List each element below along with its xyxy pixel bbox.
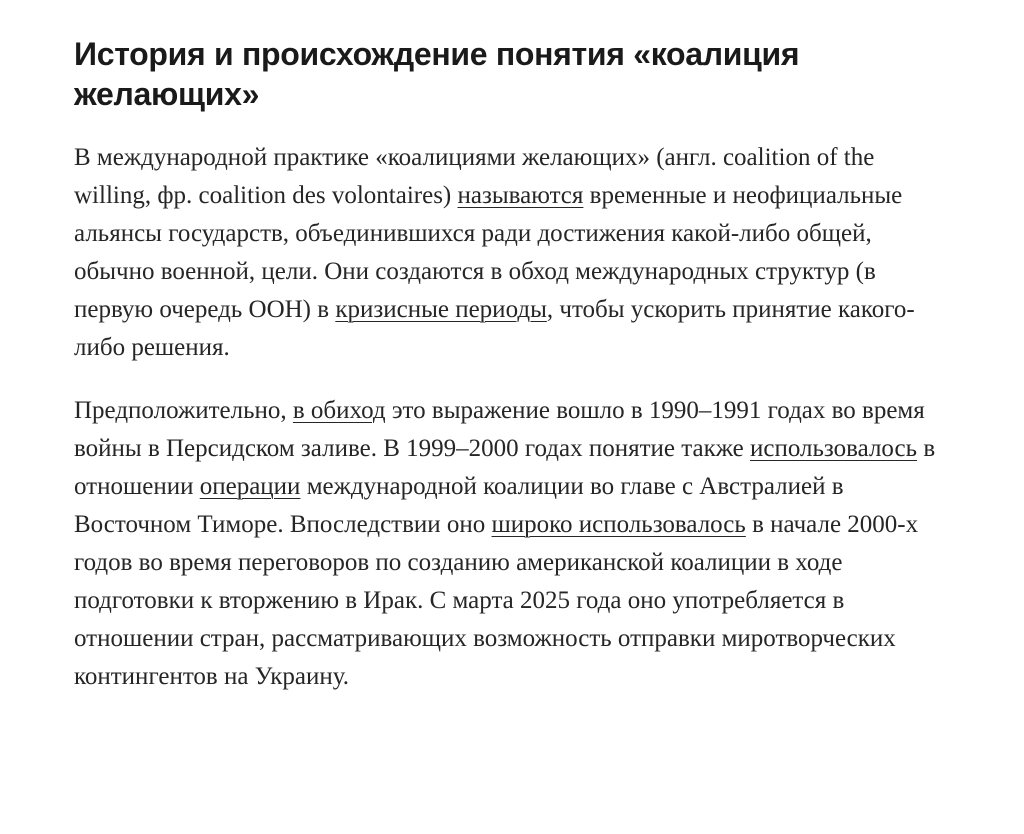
link-v-obikhod[interactable]: в обиход	[292, 397, 386, 424]
paragraph-2-text-5: в начале 2000-х годов во время переговоров по созданию американской коалиции в ходе подготовки к вторжению в Ирак. С марта 2025 года оно употребляется в отношении стран, рассматривающих возможность отправки миротворческих контингентов на Украину.	[74, 511, 919, 690]
paragraph-1-text-1: В международной практике «коалициями желающих» (англ. coalition of the willing, фр. coalition des volontaires)	[74, 144, 875, 209]
paragraph-1-text-2: временные и неофициальные альянсы государств, объединившихся ради достижения какой-либо общей, обычно военной, цели. Они создаются в обход международных структур (в первую очередь ООН) в	[74, 182, 903, 323]
link-operatsii[interactable]: операции	[199, 473, 301, 500]
link-nazyvayutsya[interactable]: называются	[457, 182, 584, 209]
paragraph-2	[74, 392, 954, 696]
paragraph-2-text-1: Предположительно,	[74, 397, 293, 424]
link-krizisnye-periody[interactable]: кризисные периоды	[335, 296, 547, 323]
link-ispolzovalos[interactable]: использовалось	[750, 435, 918, 462]
article	[74, 34, 954, 696]
paragraph-2-text-3: в отношении	[74, 435, 936, 500]
paragraph-2-text-2: это выражение вошло в 1990–1991 годах во время войны в Персидском заливе. В 1999–2000 годах понятие также	[74, 397, 925, 462]
section-heading: История и происхождение понятия «коалиция желающих»	[74, 36, 800, 112]
paragraph-1	[74, 139, 954, 367]
paragraph-2-text-4: международной коалиции во главе с Австралией в Восточном Тиморе. Впоследствии оно	[74, 473, 844, 538]
paragraph-1-text-3: , чтобы ускорить принятие какого-либо решения.	[74, 296, 915, 361]
link-shiroko-ispolzovalos[interactable]: широко использовалось	[491, 511, 746, 538]
